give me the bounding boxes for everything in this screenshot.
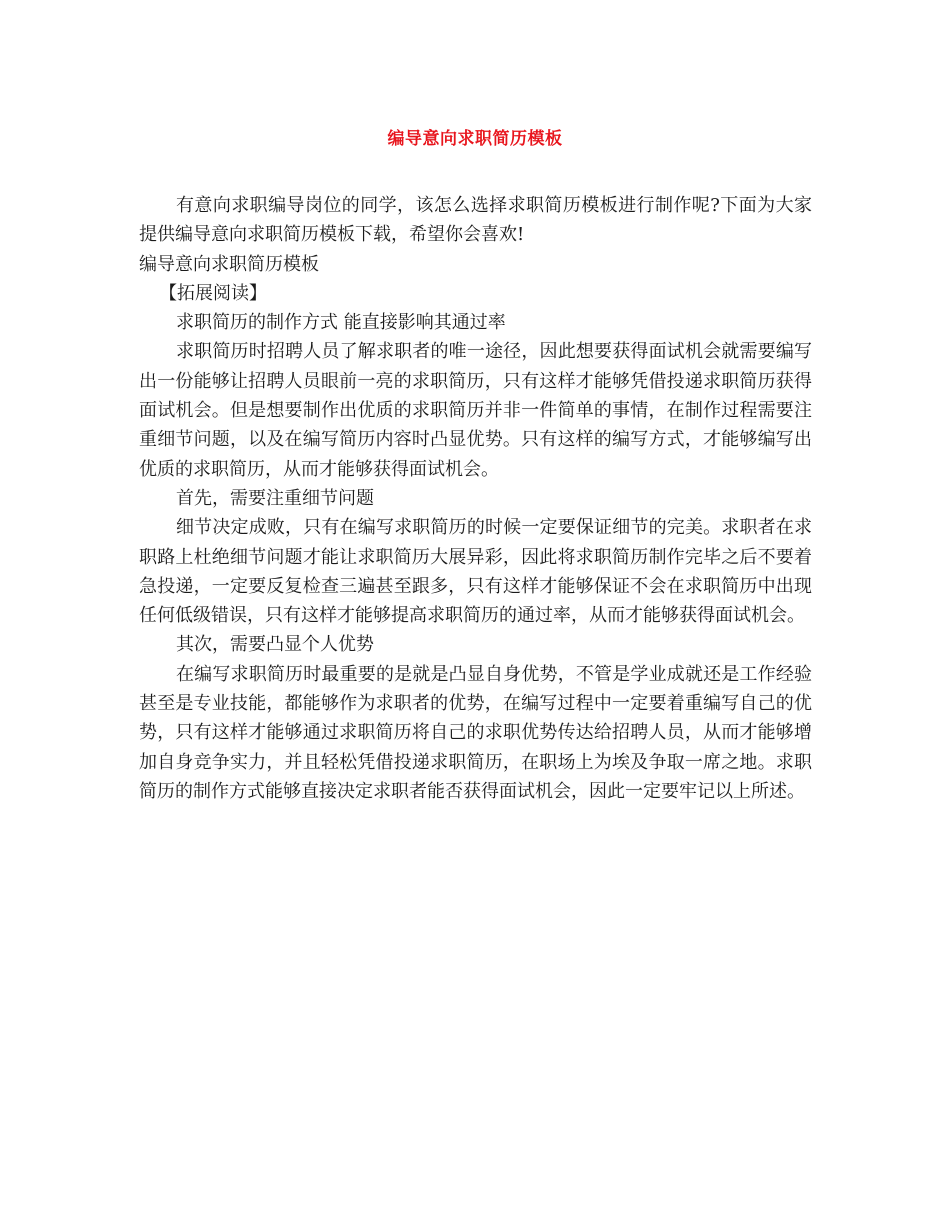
document-body: [139, 191, 812, 806]
body-paragraph-overview: 求职简历时招聘人员了解求职者的唯一途径，因此想要获得面试机会就需要编写出一份能够让招聘人员眼前一亮的求职简历，只有这样才能够凭借投递求职简历获得面试机会。但是想要制作出优质的求职简历并非一件简单的事情，在制作过程需要注重细节问题，以及在编写简历内容时凸显优势。只有这样的编写方式，才能够编写出优质的求职简历，从而才能够获得面试机会。: [139, 341, 812, 480]
template-heading: 编导意向求职简历模板: [139, 253, 319, 275]
section-heading-details: 首先，需要注重细节问题: [176, 487, 374, 509]
section-heading-production-method: 求职简历的制作方式 能直接影响其通过率: [176, 312, 506, 334]
body-paragraph-strengths: 在编写求职简历时最重要的是就是凸显自身优势，不管是学业成就还是工作经验甚至是专业技能，都能够作为求职者的优势，在编写过程中一定要着重编写自己的优势，只有这样才能够通过求职简历将自己的求职优势传达给招聘人员，从而才能够增加自身竞争实力，并且轻松凭借投递求职简历，在职场上为埃及争取一席之地。求职简历的制作方式能够直接决定求职者能否获得面试机会，因此一定要牢记以上所述。: [139, 663, 812, 802]
extended-reading-label: 【拓展阅读】: [159, 282, 267, 304]
intro-paragraph: 有意向求职编导岗位的同学，该怎么选择求职简历模板进行制作呢?下面为大家提供编导意向求职简历模板下载，希望你会喜欢!: [139, 195, 812, 246]
section-heading-strengths: 其次，需要凸显个人优势: [176, 634, 374, 656]
document-title: 编导意向求职简历模板: [387, 129, 563, 149]
body-paragraph-details: 细节决定成败，只有在编写求职简历的时候一定要保证细节的完美。求职者在求职路上杜绝细节问题才能让求职简历大展异彩，因此将求职简历制作完毕之后不要着急投递，一定要反复检查三遍甚至跟多，只有这样才能够保证不会在求职简历中出现任何低级错误，只有这样才能够提高求职简历的通过率，从而才能够获得面试机会。: [139, 517, 812, 627]
